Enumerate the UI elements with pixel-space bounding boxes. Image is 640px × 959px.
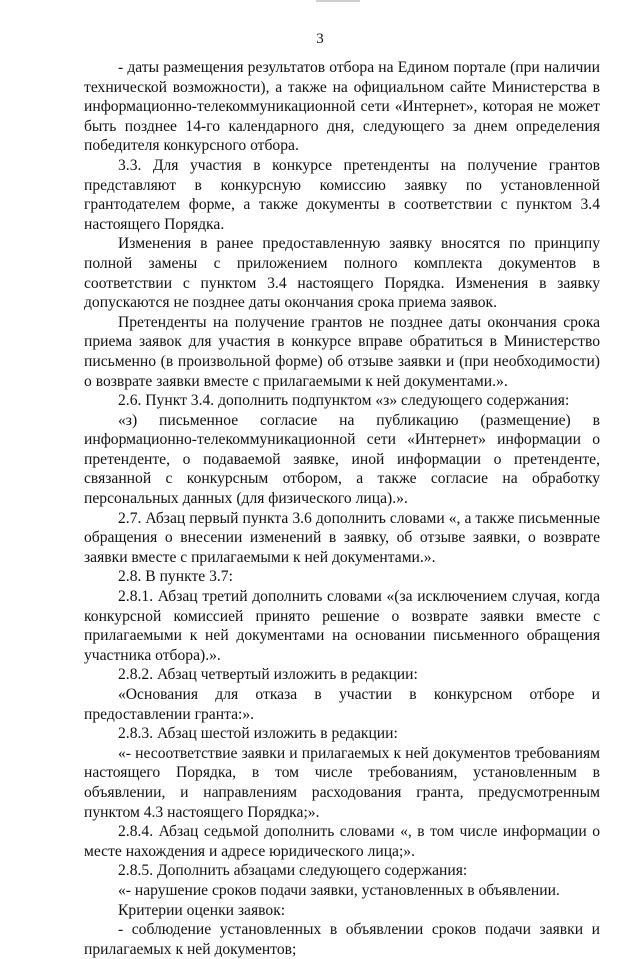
document-body [84, 58, 600, 959]
paragraph: 2.8. В пункте 3.7: [118, 568, 233, 586]
paragraph: 2.8.5. Дополнить абзацами следующего содержания: [118, 862, 468, 880]
page-number: 3 [316, 31, 324, 47]
paragraph: «Основания для отказа в участии в конкурсном отборе и предоставлении гранта:». [84, 686, 600, 723]
paragraph: Критерии оценки заявок: [118, 901, 286, 919]
paragraph: 3.3. Для участия в конкурсе претенденты на получение грантов представляют в конкурсную комиссию заявку по установленной грантодателем форме, а также документы в соответствии с пунктом 3.4 настоящего Порядка. [84, 156, 600, 233]
paragraph: 2.8.2. Абзац четвертый изложить в редакции: [118, 666, 418, 684]
scan-artifact [316, 0, 360, 2]
paragraph: - соблюдение установленных в объявлении сроков подачи заявки и прилагаемых к ней документов; [84, 921, 600, 958]
paragraph: «з) письменное согласие на публикацию (размещение) в информационно-телекоммуникационной сети «Интернет» информации о претенденте, о подаваемой заявке, иной информации о претенденте, связанной с конкурсным отбором, а также согласие на обработку персональных данных (для физического лица).». [84, 411, 600, 508]
paragraph: 2.7. Абзац первый пункта 3.6 дополнить словами «, а также письменные обращения о внесении изменений в заявку, об отзыве заявки, о возврате заявки вместе с прилагаемыми к ней документами.». [84, 509, 600, 566]
paragraph: Изменения в ранее предоставленную заявку вносятся по принципу полной замены с приложением полного комплекта документов в соответствии с пунктом 3.4 настоящего Порядка. Изменения в заявку допускаются не позднее даты окончания срока приема заявок. [84, 235, 600, 312]
paragraph: 2.6. Пункт 3.4. дополнить подпунктом «з» следующего содержания: [118, 392, 570, 410]
paragraph: «- несоответствие заявки и прилагаемых к ней документов требованиям настоящего Порядка, в том числе требованиям, установленным в объявлении, и направлениям расходования гранта, предусмотренным пунктом 4.3 настоящего Порядка;». [84, 744, 600, 821]
paragraph: Претенденты на получение грантов не позднее даты окончания срока приема заявок для участия в конкурсе вправе обратиться в Министерство письменно (в произвольной форме) об отзыве заявки и (при необходимости) о возврате заявки вместе с прилагаемыми к ней документами.». [84, 313, 600, 390]
paragraph: 2.8.1. Абзац третий дополнить словами «(за исключением случая, когда конкурсной комиссией принято решение о возврате заявки вместе с прилагаемыми к ней документами на основании письменного обращения участника отбора).». [84, 588, 600, 664]
paragraph: - даты размещения результатов отбора на Едином портале (при наличии технической возможности), а также на официальном сайте Министерства в информационно-телекоммуникационной сети «Интернет», которая не может быть позднее 14-го календарного дня, следующего за днем определения победителя конкурсного отбора. [84, 59, 600, 155]
paragraph: «- нарушение сроков подачи заявки, установленных в объявлении. [118, 881, 560, 899]
paragraph: 2.8.3. Абзац шестой изложить в редакции: [118, 725, 398, 743]
paragraph: 2.8.4. Абзац седьмой дополнить словами «, в том числе информации о месте нахождения и адресе юридического лица;». [84, 823, 600, 860]
